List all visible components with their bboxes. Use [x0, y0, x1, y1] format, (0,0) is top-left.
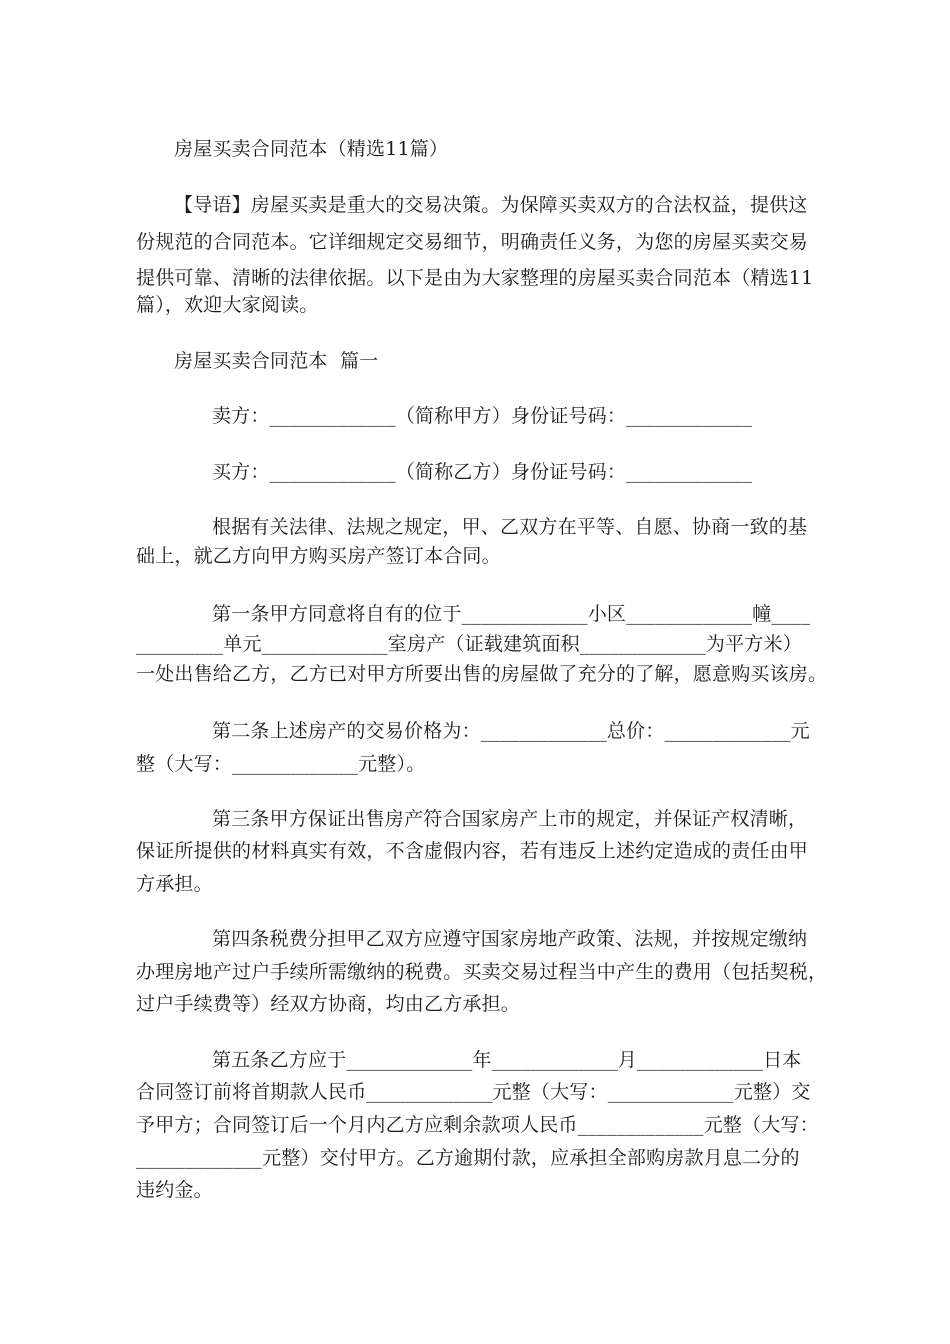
section-title: 房屋买卖合同范本 篇一 — [174, 350, 379, 372]
intro-line: 篇），欢迎大家阅读。 — [136, 294, 319, 316]
article-4-line: 第四条税费分担甲乙双方应遵守国家房地产政策、法规，并按规定缴纳 — [212, 928, 808, 950]
article-4-line: 过户手续费等）经双方协商，均由乙方承担。 — [136, 993, 521, 1015]
article-4-line: 办理房地产过户手续所需缴纳的税费。买卖交易过程当中产生的费用（包括契税， — [136, 961, 828, 983]
article-3-line: 方承担。 — [136, 873, 213, 895]
article-1-line: 一处出售给乙方，乙方已对甲方所要出售的房屋做了充分的了解，愿意购买该房。 — [136, 663, 828, 685]
article-2-line: 第二条上述房产的交易价格为：_____________总价：_____________元 — [212, 720, 810, 742]
intro-line: 提供可靠、清晰的法律依据。以下是由为大家整理的房屋买卖合同范本（精选11 — [136, 267, 814, 289]
article-1-line: _________单元_____________室房产（证载建筑面积_____________为平方米） — [136, 633, 802, 655]
intro-line: 份规范的合同范本。它详细规定交易细节，明确责任义务，为您的房屋买卖交易 — [136, 231, 809, 253]
article-3-line: 第三条甲方保证出售房产符合国家房产上市的规定，并保证产权清晰， — [212, 808, 808, 830]
article-2-line: 整（大写：_____________元整）。 — [136, 753, 426, 775]
article-3-line: 保证所提供的材料真实有效，不含虚假内容，若有违反上述约定造成的责任由甲 — [136, 840, 809, 862]
article-5-line: 予甲方；合同签订后一个月内乙方应剩余款项人民币_____________元整（大写： — [136, 1114, 819, 1136]
preamble-line: 根据有关法律、法规之规定，甲、乙双方在平等、自愿、协商一致的基 — [212, 516, 808, 538]
seller-line: 卖方：_____________（简称甲方）身份证号码：_____________ — [212, 405, 753, 427]
buyer-line: 买方：_____________（简称乙方）身份证号码：_____________ — [212, 461, 753, 483]
article-1-line: 第一条甲方同意将自有的位于_____________小区_____________幢____ — [212, 603, 811, 625]
article-5-line: 第五条乙方应于_____________年_____________月_____________日本 — [212, 1049, 802, 1071]
preamble-line: 础上，就乙方向甲方购买房产签订本合同。 — [136, 545, 501, 567]
article-5-line: 违约金。 — [136, 1179, 213, 1201]
article-5-line: _____________元整）交付甲方。乙方逾期付款，应承担全部购房款月息二分的 — [136, 1147, 800, 1169]
article-5-line: 合同签订前将首期款人民币_____________元整（大写：_____________元整）交 — [136, 1081, 811, 1103]
intro-line: 【导语】房屋买卖是重大的交易决策。为保障买卖双方的合法权益，提供这 — [174, 194, 808, 216]
document-title: 房屋买卖合同范本（精选11篇） — [174, 138, 449, 160]
